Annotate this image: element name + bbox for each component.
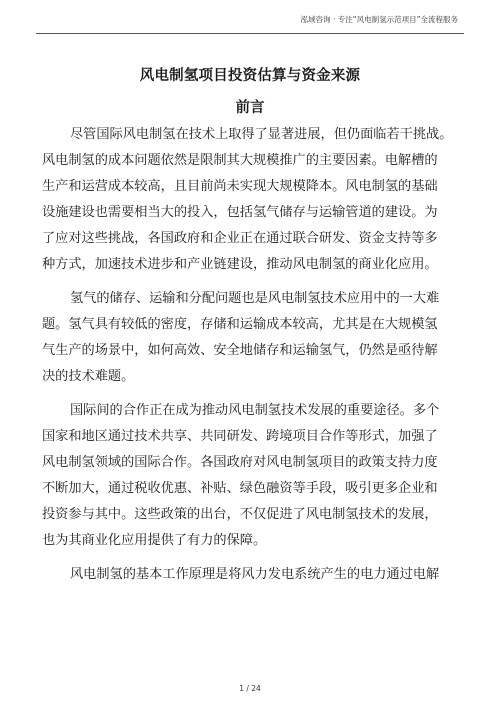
text-line: 生产和运营成本较高，且目前尚未实现大规模降本。风电制氢的基础 — [42, 179, 438, 194]
text-line: 风电制氢的基本工作原理是将风力发电系统产生的电力通过电解 — [70, 567, 440, 582]
paragraph-2 — [42, 286, 472, 390]
text-line: 题。氢气具有较低的密度，存储和运输成本较高，尤其是在大规模氢 — [42, 317, 438, 332]
text-line: 不断加大，通过税收优惠、补贴、绿色融资等手段，吸引更多企业和 — [42, 481, 438, 496]
text-line: 风电制氢领域的国际合作。各国政府对风电制氢项目的政策支持力度 — [42, 455, 438, 470]
text-line: 尽管国际风电制氢在技术上取得了显著进展，但仍面临若干挑战。 — [70, 127, 453, 142]
text-line: 决的技术难题。 — [42, 369, 135, 384]
text-line: 种方式，加速技术进步和产业链建设，推动风电制氢的商业化应用。 — [42, 257, 438, 272]
text-line: 风电制氢的成本问题依然是限制其大规模推广的主要因素。电解槽的 — [42, 153, 438, 168]
page-number: 1 / 24 — [239, 684, 261, 693]
paragraph-4 — [42, 562, 472, 588]
text-line: 投资参与其中。这些政策的出台，不仅促进了风电制氢技术的发展， — [42, 507, 438, 522]
text-line: 国家和地区通过技术共享、共同研发、跨境项目合作等形式，加强了 — [42, 429, 438, 444]
text-line: 了应对这些挑战，各国政府和企业正在通过联合研发、资金支持等多 — [42, 231, 438, 246]
section-heading: 前言 — [235, 99, 265, 116]
paragraph-3 — [42, 398, 472, 554]
text-line: 设施建设也需要相当大的投入，包括氢气储存与运输管道的建设。为 — [42, 205, 438, 220]
header-divider — [36, 33, 464, 34]
document-body — [42, 122, 472, 596]
paragraph-1 — [42, 122, 472, 278]
text-line: 国际间的合作正在成为推动风电制氢技术发展的重要途径。多个 — [70, 403, 440, 418]
text-line: 气生产的场景中，如何高效、安全地储存和运输氢气，仍然是亟待解 — [42, 343, 438, 358]
text-line: 氢气的储存、运输和分配问题也是风电制氢技术应用中的一大难 — [70, 291, 440, 306]
page-header: 泓域咨询 · 专注“风电制氢示范项目”全流程服务 — [300, 15, 458, 24]
text-line: 也为其商业化应用提供了有力的保障。 — [42, 533, 267, 548]
document-title: 风电制氢项目投资估算与资金来源 — [139, 67, 361, 84]
